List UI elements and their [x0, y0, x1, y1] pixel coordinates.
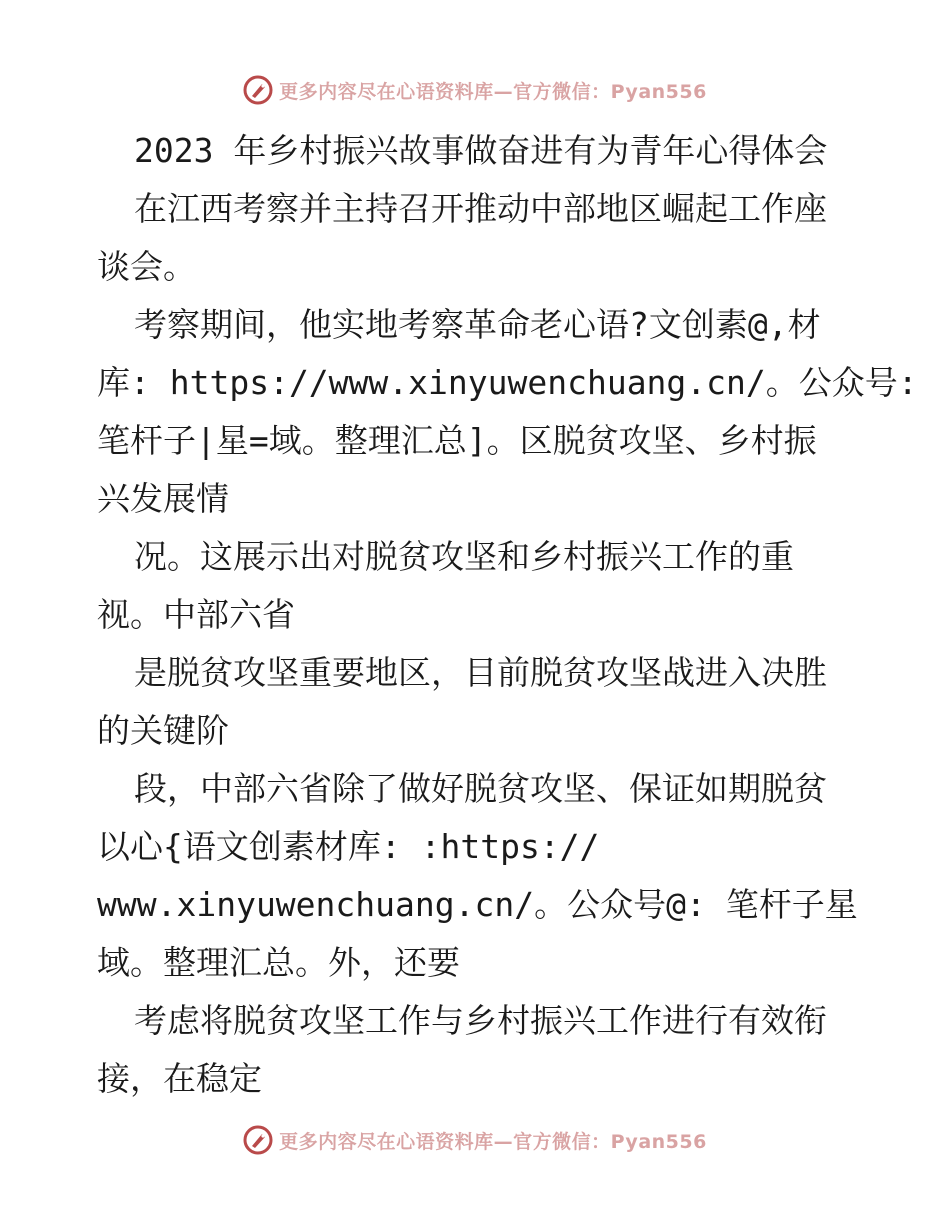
document-line: www.xinyuwenchuang.cn/。公众号@: 笔杆子星	[97, 885, 858, 924]
document-line: 域。整理汇总。外，还要	[97, 943, 460, 982]
document-line: 笔杆子|星=域。整理汇总]。区脱贫攻坚、乡村振	[97, 421, 817, 460]
footer-banner	[0, 1120, 950, 1160]
document-line: 考虑将脱贫攻坚工作与乡村振兴工作进行有效衔	[134, 1001, 827, 1040]
document-body	[97, 122, 918, 1108]
document-line: 在江西考察并主持召开推动中部地区崛起工作座	[134, 189, 827, 228]
header-banner-text: 更多内容尽在心语资料库—官方微信：Pyan556	[279, 80, 707, 103]
document-line: 兴发展情	[97, 479, 229, 518]
document-line: 接，在稳定	[97, 1059, 262, 1098]
document-line: 是脱贫攻坚重要地区，目前脱贫攻坚战进入决胜	[134, 653, 827, 692]
document-line: 况。这展示出对脱贫攻坚和乡村振兴工作的重	[134, 537, 794, 576]
document-line: 视。中部六省	[97, 595, 295, 634]
document-line: 的关键阶	[97, 711, 229, 750]
pen-nib-circle-icon	[243, 1125, 273, 1155]
document-line: 段，中部六省除了做好脱贫攻坚、保证如期脱贫	[134, 769, 827, 808]
header-banner	[0, 70, 950, 110]
pen-nib-circle-icon	[243, 75, 273, 105]
document-line: 考察期间，他实地考察革命老心语?文创素@,材	[134, 305, 821, 344]
footer-banner-text: 更多内容尽在心语资料库—官方微信：Pyan556	[279, 1130, 707, 1153]
document-line: 库: https://www.xinyuwenchuang.cn/。公众号:	[97, 363, 918, 402]
document-line: 2023 年乡村振兴故事做奋进有为青年心得体会	[134, 131, 828, 170]
document-line: 以心{语文创素材库: :https://	[97, 827, 600, 866]
document-line: 谈会。	[97, 247, 196, 286]
